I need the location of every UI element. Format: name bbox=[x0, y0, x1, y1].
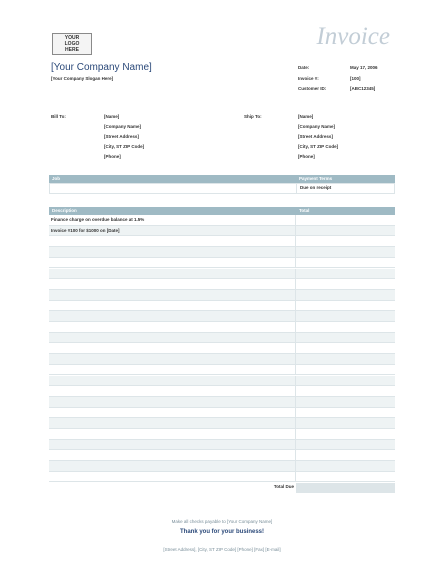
invoice-title: Invoice bbox=[316, 23, 390, 50]
row-total[interactable] bbox=[297, 429, 299, 439]
total-due-field[interactable] bbox=[296, 483, 395, 493]
column-divider bbox=[295, 269, 296, 280]
ship-to-label: Ship To: bbox=[244, 114, 262, 119]
column-divider bbox=[295, 311, 296, 322]
items-table-header bbox=[49, 207, 395, 215]
bill-to-city: [City, ST ZIP Code] bbox=[104, 144, 145, 149]
table-row bbox=[49, 236, 395, 247]
row-description[interactable] bbox=[49, 408, 51, 418]
bill-to-name: [Name] bbox=[104, 114, 120, 119]
column-divider bbox=[295, 386, 296, 397]
table-row bbox=[49, 311, 395, 322]
row-description[interactable] bbox=[49, 290, 51, 300]
row-description[interactable] bbox=[49, 386, 51, 396]
row-description[interactable] bbox=[49, 354, 51, 364]
table-row bbox=[49, 418, 395, 429]
row-description[interactable] bbox=[49, 418, 51, 428]
row-total[interactable] bbox=[297, 397, 299, 407]
row-total[interactable] bbox=[297, 301, 299, 311]
ship-to-phone: [Phone] bbox=[298, 154, 315, 159]
description-header: Description bbox=[52, 208, 77, 213]
company-slogan: [Your Company Slogan Here] bbox=[51, 76, 114, 81]
row-total[interactable] bbox=[297, 279, 299, 289]
column-divider bbox=[295, 322, 296, 333]
table-row bbox=[49, 279, 395, 290]
row-description[interactable] bbox=[49, 343, 51, 353]
table-row bbox=[49, 440, 395, 451]
thank-you-note: Thank you for your business! bbox=[179, 529, 264, 535]
table-row bbox=[49, 215, 395, 226]
bill-to-street: [Street Address] bbox=[104, 134, 139, 139]
column-divider bbox=[295, 397, 296, 408]
ship-to-name: [Name] bbox=[298, 114, 314, 119]
row-total[interactable] bbox=[297, 322, 299, 332]
total-header: Total bbox=[299, 208, 310, 213]
row-description[interactable] bbox=[49, 279, 51, 289]
column-divider bbox=[295, 343, 296, 354]
row-total[interactable] bbox=[297, 376, 299, 386]
table-row bbox=[49, 408, 395, 419]
row-description[interactable] bbox=[49, 397, 51, 407]
column-divider bbox=[295, 408, 296, 419]
table-row bbox=[49, 269, 395, 280]
total-due-value bbox=[296, 492, 298, 497]
row-description[interactable]: Finance charge on overdue balance at 1.5% bbox=[51, 217, 145, 222]
table-row bbox=[49, 258, 395, 269]
column-divider bbox=[295, 215, 296, 226]
column-divider bbox=[295, 376, 296, 387]
ship-to-company: [Company Name] bbox=[298, 124, 336, 129]
date-value: May 17, 2006 bbox=[350, 65, 378, 70]
row-description[interactable] bbox=[49, 440, 51, 450]
table-row bbox=[49, 461, 395, 472]
job-table-row bbox=[49, 183, 395, 194]
column-divider bbox=[295, 418, 296, 429]
table-row bbox=[49, 333, 395, 344]
row-description[interactable] bbox=[49, 376, 51, 386]
row-total[interactable] bbox=[297, 215, 299, 225]
row-description[interactable] bbox=[49, 269, 51, 279]
column-divider bbox=[295, 472, 296, 483]
row-description[interactable] bbox=[49, 472, 51, 482]
company-logo bbox=[52, 33, 92, 55]
row-description[interactable] bbox=[49, 236, 51, 246]
job-header: Job bbox=[52, 176, 61, 181]
column-divider bbox=[295, 301, 296, 312]
column-divider bbox=[295, 333, 296, 344]
column-divider bbox=[295, 258, 296, 269]
column-divider bbox=[295, 279, 296, 290]
table-row bbox=[49, 301, 395, 312]
row-total[interactable] bbox=[297, 226, 299, 236]
column-divider bbox=[295, 365, 296, 376]
table-row bbox=[49, 343, 395, 354]
row-total[interactable] bbox=[297, 408, 299, 418]
row-total[interactable] bbox=[297, 450, 299, 460]
row-total[interactable] bbox=[297, 247, 299, 257]
table-row bbox=[49, 226, 395, 237]
table-row bbox=[49, 376, 395, 387]
invoice-number-value: [100] bbox=[350, 76, 361, 81]
company-name: [Your Company Name] bbox=[51, 62, 152, 73]
table-row bbox=[49, 290, 395, 301]
row-description[interactable] bbox=[49, 258, 51, 268]
row-total[interactable] bbox=[297, 440, 299, 450]
column-divider bbox=[295, 354, 296, 365]
job-table-header bbox=[49, 175, 395, 183]
invoice-number-label: Invoice #: bbox=[298, 76, 319, 81]
table-row bbox=[49, 450, 395, 461]
table-row bbox=[49, 365, 395, 376]
date-label: Date: bbox=[298, 65, 310, 70]
payment-terms-header: Payment Terms bbox=[299, 176, 333, 181]
row-description[interactable] bbox=[49, 301, 51, 311]
row-total[interactable] bbox=[297, 365, 299, 375]
column-divider bbox=[295, 429, 296, 440]
table-row bbox=[49, 354, 395, 365]
column-divider bbox=[295, 236, 296, 247]
row-description[interactable] bbox=[49, 311, 51, 321]
row-total[interactable] bbox=[297, 236, 299, 246]
table-row bbox=[49, 322, 395, 333]
logo-text: YOUR LOGO HERE bbox=[64, 35, 80, 53]
row-description[interactable] bbox=[49, 461, 51, 471]
payment-terms-value: Due on receipt bbox=[300, 185, 332, 190]
column-divider bbox=[295, 450, 296, 461]
row-description[interactable]: Invoice #100 for $1000 on [Date] bbox=[51, 227, 120, 233]
table-row bbox=[49, 386, 395, 397]
ship-to-city: [City, ST ZIP Code] bbox=[298, 144, 339, 149]
checks-payable-note: Make all checks payable to [Your Company Name] bbox=[171, 519, 273, 524]
row-description[interactable] bbox=[49, 450, 51, 460]
column-divider bbox=[295, 226, 296, 237]
row-total[interactable] bbox=[297, 258, 299, 268]
table-row bbox=[49, 472, 395, 483]
row-total[interactable] bbox=[297, 333, 299, 343]
ship-to-block bbox=[298, 112, 338, 162]
table-row bbox=[49, 429, 395, 440]
row-total[interactable] bbox=[297, 418, 299, 428]
bill-to-company: [Company Name] bbox=[104, 124, 142, 129]
row-total[interactable] bbox=[297, 343, 299, 353]
contact-footer: [Street Address], [City, ST ZIP Code] [Phone] [Fax] [E-mail] bbox=[163, 547, 281, 552]
row-description[interactable] bbox=[49, 322, 51, 332]
row-total[interactable] bbox=[297, 386, 299, 396]
column-divider bbox=[295, 461, 296, 472]
row-total[interactable] bbox=[297, 311, 299, 321]
bill-to-phone: [Phone] bbox=[104, 154, 121, 159]
column-divider bbox=[295, 290, 296, 301]
table-row bbox=[49, 247, 395, 258]
column-divider bbox=[295, 440, 296, 451]
row-description[interactable] bbox=[49, 365, 51, 375]
row-description[interactable] bbox=[49, 333, 51, 343]
customer-id-value: [ABC12345] bbox=[350, 86, 376, 91]
row-description[interactable] bbox=[49, 429, 51, 439]
total-due-label: Total Due bbox=[273, 484, 294, 489]
bill-to-label: Bill To: bbox=[51, 114, 66, 119]
row-description[interactable] bbox=[49, 247, 51, 257]
row-total[interactable] bbox=[297, 269, 299, 279]
row-total[interactable] bbox=[297, 290, 299, 300]
customer-id-label: Customer ID: bbox=[298, 86, 327, 91]
ship-to-street: [Street Address] bbox=[298, 134, 333, 139]
bill-to-block bbox=[104, 112, 144, 162]
row-total[interactable] bbox=[297, 461, 299, 471]
column-divider bbox=[295, 247, 296, 258]
row-total[interactable] bbox=[297, 472, 299, 482]
row-total[interactable] bbox=[297, 354, 299, 364]
table-row bbox=[49, 397, 395, 408]
